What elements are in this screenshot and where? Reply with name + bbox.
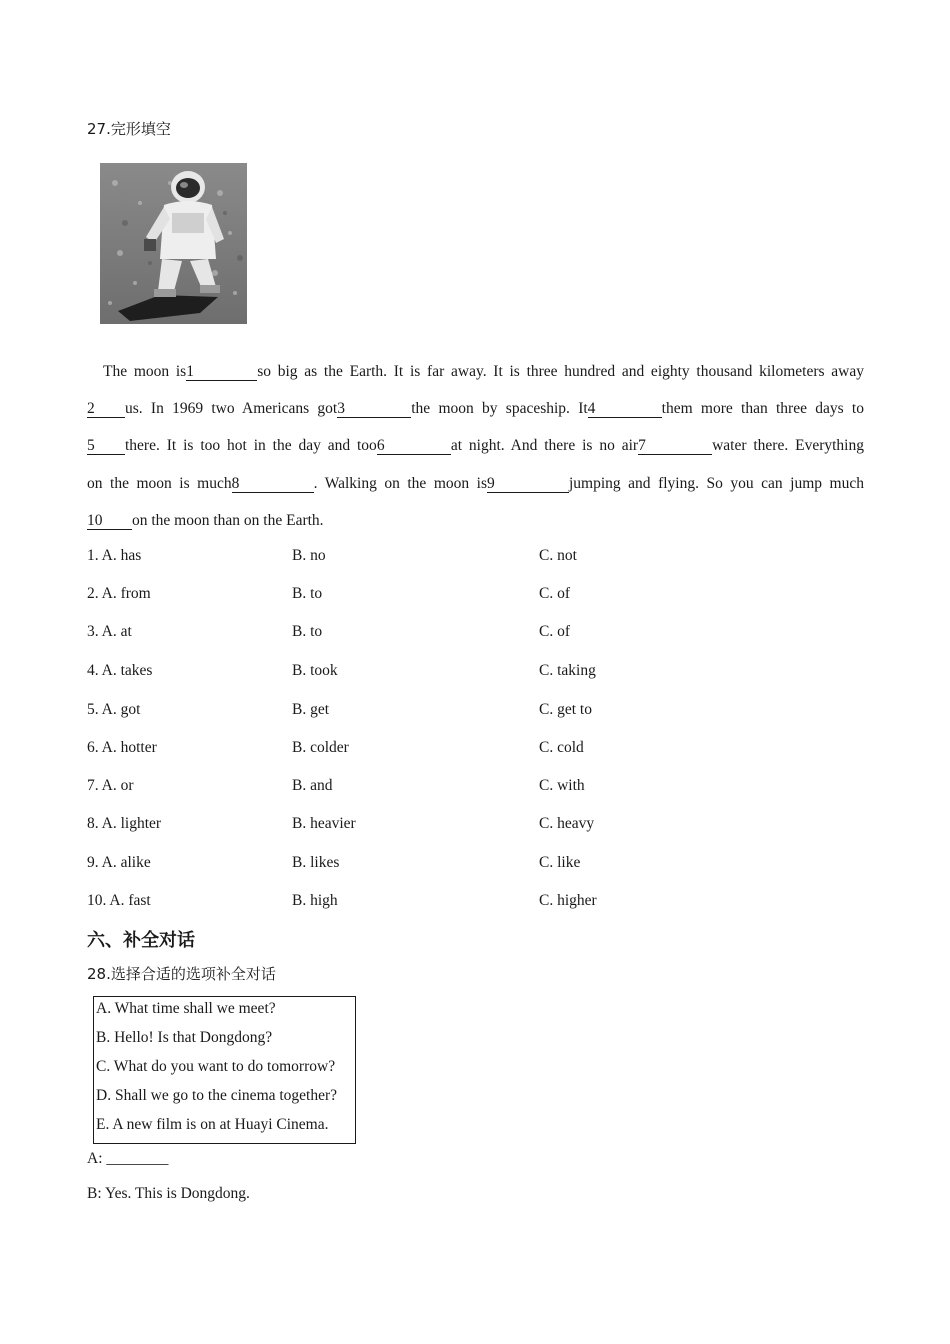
dialogue-line-2: B: Yes. This is Dongdong. [87,1185,250,1202]
passage-text: there. It is too hot in the day and too [125,437,377,454]
option-3a: 3. A. at [87,623,132,640]
option-1a: 1. A. has [87,547,142,564]
option-4a: 4. A. takes [87,662,153,679]
option-9c: C. like [539,854,581,871]
option-4b: B. took [292,662,338,679]
passage-line-2 [87,399,864,419]
option-8c: C. heavy [539,815,595,832]
option-10c: C. higher [539,892,597,909]
passage-line-1 [103,362,864,382]
option-5c: C. get to [539,701,592,718]
blank-4: 4 [588,400,662,418]
passage-text: them more than three days to [661,400,864,417]
choice-e: E. A new film is on at Huayi Cinema. [96,1116,329,1133]
passage-text: on the moon than on the Earth. [132,512,324,529]
blank-5: 5 [87,437,125,455]
option-6c: C. cold [539,739,584,756]
option-8a: 8. A. lighter [87,815,162,832]
passage-text: . Walking on the moon is [313,475,487,492]
section-6-heading: 六、补全对话 [87,930,195,951]
option-5a: 5. A. got [87,701,141,718]
choice-box [93,996,356,1144]
choice-a: A. What time shall we meet? [96,1000,276,1017]
dialogue-line-1: A: ________ [87,1150,169,1167]
option-4c: C. taking [539,662,596,679]
passage-text: so big as the Earth. It is far away. It is three hundred and eighty thousand kilometers away [257,363,864,380]
passage-text: jumping and flying. So you can jump much [568,475,864,492]
option-7a: 7. A. or [87,777,134,794]
blank-10: 10 [87,512,132,530]
option-2c: C. of [539,585,570,602]
passage-line-5 [87,511,864,531]
option-10a: 10. A. fast [87,892,151,909]
option-10b: B. high [292,892,338,909]
passage-line-4 [87,474,864,494]
astronaut-on-moon-photo [100,163,247,324]
blank-8: 8 [232,475,314,493]
option-9b: B. likes [292,854,340,871]
question-28-title: 28.选择合适的选项补全对话 [87,965,276,983]
option-6b: B. colder [292,739,349,756]
passage-text: at night. And there is no air [450,437,639,454]
option-3c: C. of [539,623,570,640]
blank-1: 1 [186,363,257,381]
option-6a: 6. A. hotter [87,739,157,756]
choice-b: B. Hello! Is that Dongdong? [96,1029,273,1046]
option-5b: B. get [292,701,330,718]
blank-2: 2 [87,400,125,418]
passage-line-3 [87,436,864,456]
passage-text: The moon is [103,363,187,380]
blank-9: 9 [487,475,569,493]
passage-text: us. In 1969 two Americans got [125,400,338,417]
passage-text: water there. Everything [712,437,864,454]
choice-d: D. Shall we go to the cinema together? [96,1087,338,1104]
passage-text: on the moon is much [87,475,232,492]
blank-3: 3 [337,400,411,418]
blank-6: 6 [377,437,451,455]
passage-text: the moon by spaceship. It [411,400,588,417]
blank-7: 7 [638,437,712,455]
option-8b: B. heavier [292,815,356,832]
choice-c: C. What do you want to do tomorrow? [96,1058,336,1075]
option-2b: B. to [292,585,323,602]
option-7c: C. with [539,777,585,794]
option-1c: C. not [539,547,577,564]
option-2a: 2. A. from [87,585,151,602]
option-3b: B. to [292,623,323,640]
option-1b: B. no [292,547,326,564]
option-7b: B. and [292,777,333,794]
option-9a: 9. A. alike [87,854,151,871]
question-27-title: 27.完形填空 [87,120,171,138]
